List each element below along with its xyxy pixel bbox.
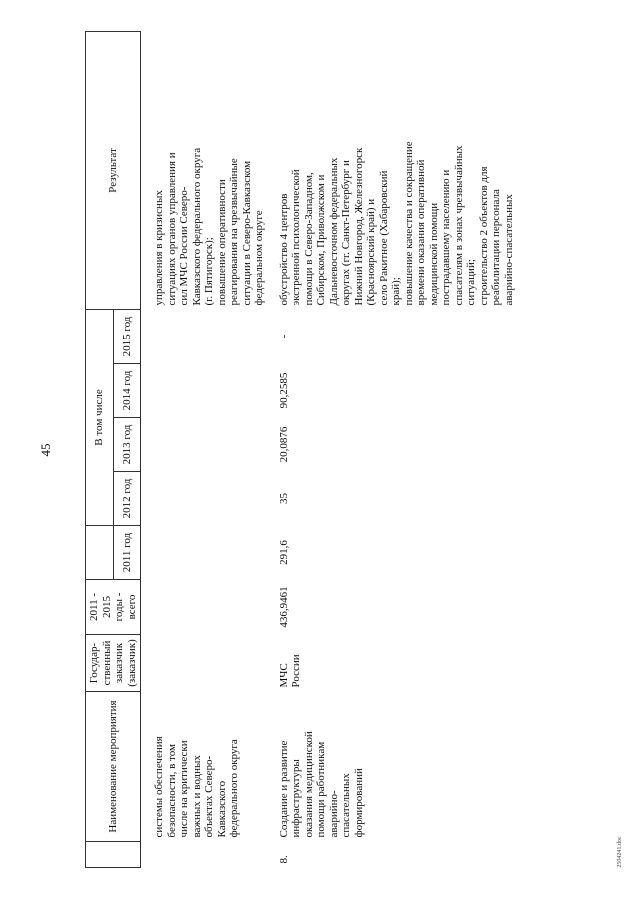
row-name-line: спасательных bbox=[340, 773, 352, 838]
row-result-line: Дальневосточном федеральных bbox=[327, 157, 340, 306]
table-row bbox=[272, 32, 522, 868]
row-result-line: федеральном округе bbox=[253, 210, 265, 306]
row-result-line: пострадавшему населению и bbox=[440, 169, 452, 306]
header-customer-line: ственный bbox=[100, 640, 113, 686]
row-name-line: формирований bbox=[352, 768, 365, 838]
row-result bbox=[272, 32, 522, 310]
table-row bbox=[141, 32, 272, 868]
header-year-2013: 2013 год bbox=[113, 418, 141, 472]
row-customer bbox=[141, 635, 272, 692]
header-customer-line: Государ- bbox=[88, 642, 100, 684]
header-total-line: 2011 - bbox=[88, 593, 100, 622]
header-result: Результат bbox=[86, 32, 141, 310]
header-row bbox=[86, 32, 114, 868]
row-result-line: сил МЧС России Северо- bbox=[178, 186, 190, 306]
row-result-line: экстренной психологической bbox=[290, 169, 302, 306]
row-result-line: аварийно-спасательных bbox=[502, 194, 515, 306]
row-2011 bbox=[141, 526, 272, 580]
row-result-line: край); bbox=[390, 277, 402, 306]
row-2015: - bbox=[277, 334, 290, 339]
table-sheet bbox=[85, 32, 525, 868]
row-number: 8. bbox=[277, 855, 290, 864]
row-name bbox=[141, 692, 272, 842]
row-name-line: системы обеспечения bbox=[153, 736, 165, 838]
header-in-total: В том числе bbox=[86, 310, 114, 526]
row-name-line: инфраструктуры bbox=[290, 759, 302, 838]
row-total: 436,9461 bbox=[277, 586, 290, 628]
header-blank bbox=[86, 526, 114, 580]
row-2012: 35 bbox=[277, 493, 290, 504]
row-result-line: строительство 2 объектов для bbox=[477, 166, 490, 306]
header-number bbox=[86, 842, 141, 868]
header-year-2012: 2012 год bbox=[113, 472, 141, 526]
row-customer bbox=[272, 635, 522, 692]
row-result-line: ситуаций; bbox=[465, 259, 477, 306]
row-result-line: времени оказания оперативной bbox=[415, 159, 427, 306]
row-result-line: (г. Пятигорск); bbox=[203, 237, 215, 306]
row-result-line: Кавказского федерального округа bbox=[190, 147, 203, 306]
row-name-line: числе на критически bbox=[178, 740, 190, 838]
row-name-line: Кавказского bbox=[215, 780, 228, 838]
row-result-line: спасателям в зонах чрезвычайных bbox=[452, 145, 465, 306]
row-2014 bbox=[141, 364, 272, 418]
row-2014: 90,2585 bbox=[277, 372, 290, 409]
header-total bbox=[86, 580, 141, 635]
row-result-line: село Ракитное (Хабаровский bbox=[377, 170, 390, 306]
row-result-line: округах (гг. Санкт-Петербург и bbox=[340, 160, 352, 306]
row-2013: 20,0876 bbox=[277, 426, 290, 463]
header-name: Наименование мероприятия bbox=[86, 692, 141, 842]
measures-table bbox=[85, 31, 521, 868]
header-total-line: всего bbox=[125, 594, 138, 620]
footer-document-code: 2504241.doc bbox=[617, 836, 623, 868]
row-total bbox=[141, 580, 272, 635]
header-total-line: 2015 bbox=[100, 596, 113, 618]
row-name-line: аварийно- bbox=[327, 790, 340, 838]
row-name-line: федерального округа bbox=[228, 739, 240, 838]
header-year-2011: 2011 год bbox=[113, 526, 141, 580]
header-total-line: годы - bbox=[113, 592, 125, 622]
header-year-2014: 2014 год bbox=[113, 364, 141, 418]
row-result-line: ситуации в Северо-Кавказском bbox=[240, 160, 253, 306]
row-2013 bbox=[141, 418, 272, 472]
row-customer-line: России bbox=[290, 654, 302, 688]
row-result bbox=[141, 32, 272, 310]
row-2011: 291,6 bbox=[277, 540, 290, 565]
row-result-line: управления в кризисных bbox=[153, 190, 165, 306]
row-result-line: Сибирском, Приволжском и bbox=[315, 174, 327, 306]
row-customer-line: МЧС bbox=[277, 663, 290, 688]
row-2012 bbox=[141, 472, 272, 526]
row-name-line: объектах Северо- bbox=[203, 755, 215, 838]
row-result-line: повышение оперативности bbox=[215, 179, 228, 306]
row-result-line: медицинской помощи bbox=[427, 202, 440, 306]
row-name-line: оказания медицинской bbox=[302, 731, 315, 838]
row-result-line: помощи в Северо-Западном, bbox=[302, 172, 315, 306]
row-name-line: важных и водных bbox=[190, 755, 203, 838]
row-name bbox=[272, 692, 522, 842]
row-result-line: повышение качества и сокращение bbox=[402, 141, 415, 306]
page-number: 45 bbox=[38, 443, 53, 457]
header-year-2015: 2015 год bbox=[113, 310, 141, 364]
row-2015 bbox=[141, 310, 272, 364]
row-result-line: Нижний Новгород, Железногорск bbox=[352, 147, 365, 306]
header-customer-line: заказчик bbox=[113, 642, 125, 684]
row-result-line: ситуациях органов управления и bbox=[165, 152, 178, 306]
row-number bbox=[141, 842, 272, 868]
row-result-line: обустройство 4 центров bbox=[277, 193, 290, 306]
header-customer bbox=[86, 635, 141, 692]
row-result-line: реагирования на чрезвычайные bbox=[228, 158, 240, 306]
header-customer-line: (заказчик) bbox=[125, 639, 138, 687]
row-name-line: безопасности, в том bbox=[165, 744, 178, 838]
row-name-line: помощи работникам bbox=[315, 741, 327, 838]
row-result-line: (Красноярский край) и bbox=[365, 198, 377, 306]
row-result-line: реабилитации персонала bbox=[490, 189, 502, 306]
row-name-line: Создание и развитие bbox=[277, 740, 290, 838]
